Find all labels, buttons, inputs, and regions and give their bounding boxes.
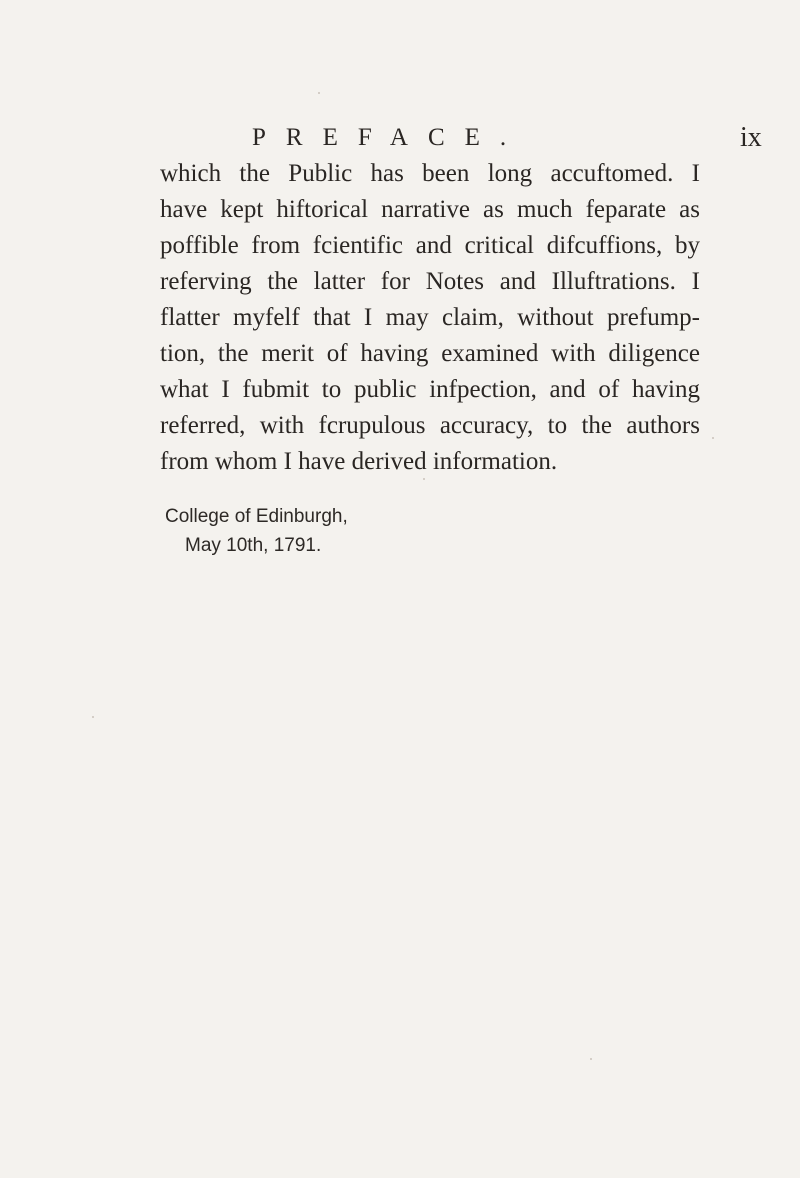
paper-speck bbox=[92, 716, 94, 718]
signoff bbox=[165, 502, 348, 560]
text-line: referving the latter for Notes and Illuftrations. I bbox=[160, 268, 700, 295]
paper-speck bbox=[423, 478, 425, 480]
running-head bbox=[0, 118, 800, 158]
text-line: from whom I have derived information. bbox=[160, 448, 558, 475]
text-line: flatter myfelf that I may claim, without prefump- bbox=[160, 304, 700, 331]
page-number: ix bbox=[740, 122, 762, 153]
text-line: what I fubmit to public infpection, and of having bbox=[160, 376, 700, 403]
preface-paragraph bbox=[160, 156, 700, 480]
text-line: poffible from fcientific and critical difcuffions, by bbox=[160, 232, 700, 259]
text-line: referred, with fcrupulous accuracy, to the authors bbox=[160, 412, 700, 439]
text-line: tion, the merit of having examined with diligence bbox=[160, 340, 700, 367]
paper-speck bbox=[712, 437, 714, 439]
running-title: PREFACE. bbox=[252, 124, 527, 151]
signoff-place: College of Edinburgh, bbox=[165, 506, 348, 527]
text-line: have kept hiftorical narrative as much feparate as bbox=[160, 196, 700, 223]
text-line: which the Public has been long accuftomed. I bbox=[160, 160, 700, 187]
paper-speck bbox=[590, 1058, 592, 1060]
paper-speck bbox=[318, 92, 320, 94]
signoff-date: May 10th, 1791. bbox=[185, 535, 322, 556]
